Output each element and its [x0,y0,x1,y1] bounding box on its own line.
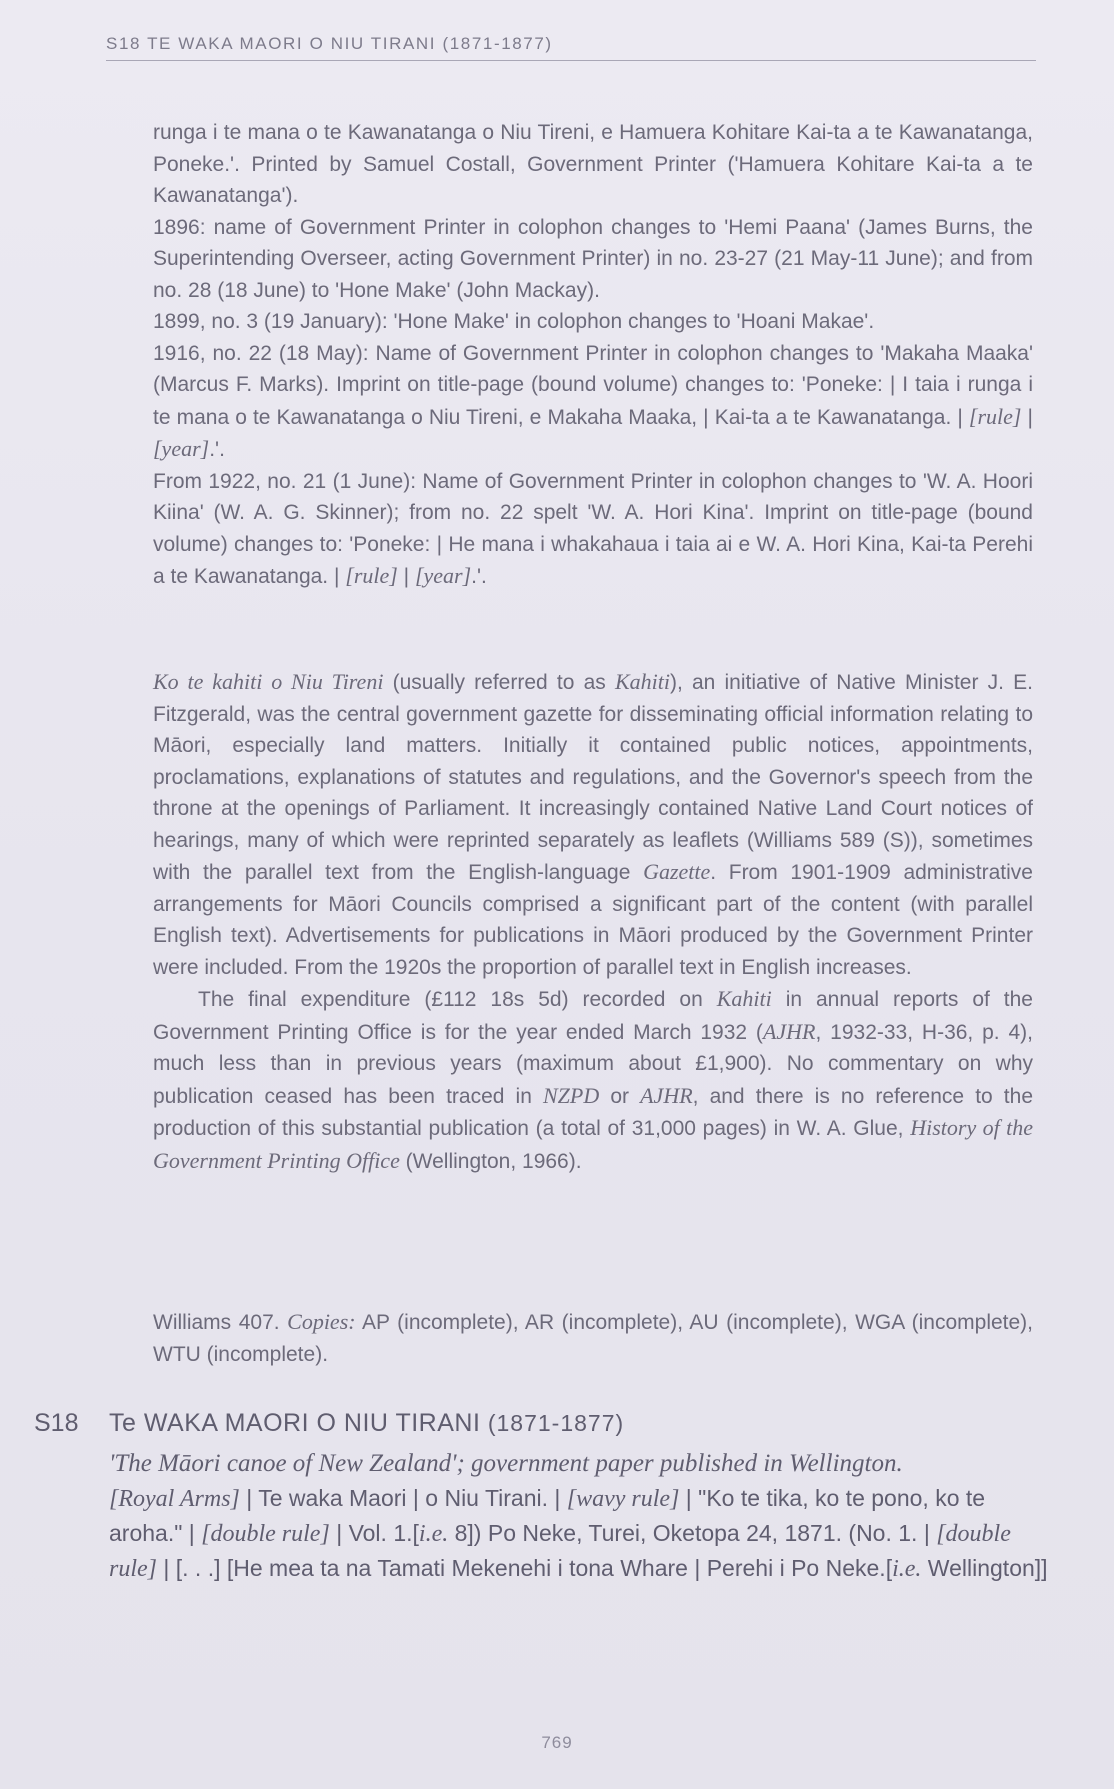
transcription-text: 8]) Po Neke, Turei, Oketopa 24, 1871. (No. 1. | [448,1520,937,1546]
expenditure-text: (Wellington, 1966). [399,1149,582,1173]
expenditure-text: The final expenditure (£112 18s 5d) recorded on [198,988,717,1011]
copies-list: AP (incomplete), AR (incomplete), AU (incomplete), WGA (incomplete), WTU (incomplete). [153,1311,1034,1366]
entry-dates: (1871-1877) [487,1410,625,1436]
ie-mark: i.e. [892,1556,922,1582]
copies-paragraph [153,1306,1033,1370]
nzpd-ref: NZPD [542,1082,600,1108]
entry-title [109,1409,624,1438]
running-head: S18 TE WAKA MAORI O NIU TIRANI (1871-1877) [106,34,1036,61]
continuation-paragraph: runga i te mana o te Kawanatanga o Niu Tireni, e Hamuera Kohitare Kai-ta a te Kawanatanga, Poneke.'. Printed by Samuel Costall, Government Printer ('Hamuera Kohitare Kai-ta a te Kawanatanga'). [153,121,1033,207]
separator: | [397,565,415,588]
ajhr-ref: AJHR [640,1082,693,1108]
copies-section [153,1306,1033,1370]
entry-subtitle: 'The Māori canoe of New Zealand'; government paper published in Wellington. [109,1450,903,1477]
copies-label: Copies: [287,1309,356,1334]
gazette-name: Gazette [643,859,711,884]
transcription-text: | Vol. 1.[ [329,1520,419,1546]
expenditure-text: or [599,1084,641,1108]
note-1899: 1899, no. 3 (19 January): 'Hone Make' in colophon changes to 'Hoani Makae'. [153,310,875,333]
expenditure-text: in annual reports of the Government Printing Office is for the year ended March 1932 ( [153,988,1033,1044]
page-number: 769 [541,1733,573,1752]
wavy-rule-mark: [wavy rule] [566,1486,680,1512]
note-1916 [153,338,1033,466]
entry-number: S18 [34,1409,79,1437]
rule-mark: [rule] [968,403,1022,429]
description-paragraph [153,666,1033,983]
williams-ref: Williams 407. [153,1311,288,1334]
double-rule-mark: [double rule] [201,1521,330,1547]
note-1896: 1896: name of Government Printer in colophon changes to 'Hemi Paana' (James Burns, the Superintending Overseer, acting Government Printer) in no. 23-27 (21 May-11 June); and from no. 28 (18 June) to 'Hone Make' (John Mackay). [153,215,1033,302]
royal-arms-mark: [Royal Arms] [109,1486,240,1512]
continuation-notes [153,117,1033,593]
note-1922-text: From 1922, no. 21 (1 June): Name of Government Printer in colophon changes to 'W. A. Hoori Kiina' (W. A. G. Skinner); from no. 22 spelt 'W. A. Hori Kina'. Imprint on title-page (bound volume) changes to: 'Poneke: | He mana i whakahaua i taia ai e W. A. Hori Kina, Kai-ta Perehi a te Kawanatanga. | [153,469,1033,588]
ie-mark: i.e. [418,1521,449,1547]
transcription-text: | "Ko te tika, ko te pono, ko te aroha." | [109,1485,986,1546]
transcription-text: | [. . .] [He mea ta na Tamati Mekenehi i tona Whare | Perehi i Po Neke.[ [157,1555,893,1581]
transcription-text: | Te waka Maori | o Niu Tirani. | [239,1485,567,1511]
rule-mark: [rule] [345,563,398,588]
year-mark: [year] [153,436,210,461]
note-1922-end: .'. [471,565,487,588]
history-title: History of the Government Printing Office [153,1115,1033,1173]
entry-title-text: Te WAKA MAORI O NIU TIRANI [109,1409,481,1437]
description-section [153,666,1033,1177]
entry-transcription [109,1481,1054,1586]
note-1916-text: 1916, no. 22 (18 May): Name of Government Printer in colophon changes to 'Makaha Maaka' (Marcus F. Marks). Imprint on title-page (bound volume) changes to: 'Poneke: | I taia i runga i te mana o te Kawanatanga o Niu Tireni, e Makaha Maaka, | Kai-ta a te Kawanatanga. | [153,341,1033,429]
description-text: ), an initiative of Native Minister J. E. Fitzgerald, was the central government gazette for disseminating official information relating to Māori, especially land matters. Initially it contained public notices, appointments, proclamations, explanations of statutes and regulations, and the Governor's speech from the throne at the openings of Parliament. It increasingly contained Native Land Court notices of hearings, many of which were reprinted separately as leaflets (Williams 589 (S)), sometimes with the parallel text from the English-language [153,671,1033,884]
ajhr-ref: AJHR [762,1018,816,1044]
double-rule-mark: [double rule] [109,1521,1011,1582]
separator: | [1021,405,1034,429]
expenditure-paragraph [153,983,1033,1177]
description-text: (usually referred to as [383,671,615,694]
kahiti-name: Kahiti [716,986,772,1011]
kahiti-name: Kahiti [614,669,670,694]
gazette-title: Ko te kahiti o Niu Tireni [153,669,384,694]
expenditure-text: , 1932-33, H-36, p. 4), much less than in previous years (maximum about £1,900). No commentary on why publication ceased has been traced in [153,1020,1033,1108]
note-1916-end: .'. [209,438,225,461]
transcription-text: Wellington]] [921,1555,1048,1581]
entry-body [109,1447,1054,1586]
year-mark: [year] [414,563,472,588]
note-1922 [153,466,1033,593]
expenditure-text: , and there is no reference to the production of this substantial publication (a total of 31,000 pages) in W. A. Glue, [153,1084,1033,1140]
description-text: . From 1901-1909 administrative arrangements for Māori Councils comprised a significant part of the content (with parallel English text). Advertisements for publications in Māori produced by the Government Printer were included. From the 1920s the proportion of parallel text in English increases. [153,861,1033,979]
